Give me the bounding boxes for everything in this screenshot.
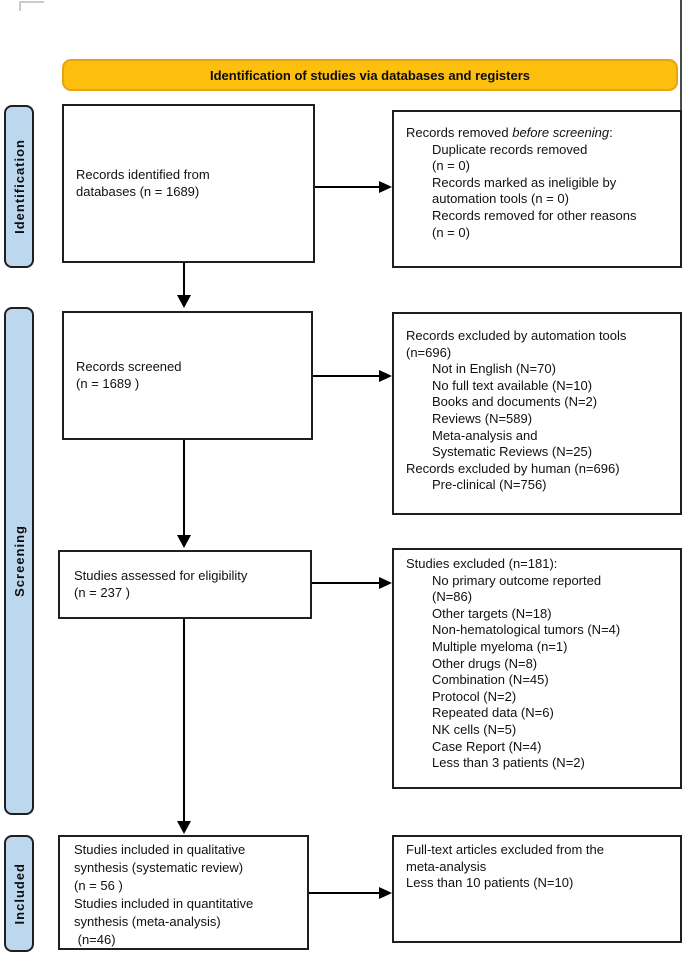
text-line: Pre-clinical (N=756) [432,477,547,493]
text-line: Not in English (N=70) [432,361,556,377]
text-line: Studies included in quantitative [74,896,254,911]
text-line: Records excluded by human (n=696) [406,460,620,476]
text-line: Protocol (N=2) [432,688,517,704]
arrow-screened-to-excluded-line [313,375,379,377]
box-records-removed-before-screening [392,110,682,268]
stage-label-included-text: Included [11,862,27,925]
text-line: Multiple myeloma (n=1) [432,638,568,654]
arrow-identified-to-removed-head [379,181,392,193]
text-line: Records removed for other reasons [432,207,637,223]
banner-identification-via-databases: Identification of studies via databases and registers [62,59,678,91]
text-line: Case Report (N=4) [432,738,542,754]
stage-label-identification-text: Identification [11,139,27,234]
text-line: (N=86) [432,589,473,605]
arrow-identified-to-screened-line [183,263,185,296]
box-records-excluded-automation [392,312,682,515]
text-line: Combination (N=45) [432,672,549,688]
arrow-identified-to-screened-head [177,295,191,308]
arrow-screened-to-excluded-head [379,370,392,382]
text-line: synthesis (meta-analysis) [74,914,221,929]
text-line: Records screened [76,358,182,374]
arrow-eligibility-to-included-line [183,619,185,822]
text-line: (n=696) [406,344,452,360]
text-line: Studies assessed for eligibility [74,567,248,583]
arrow-included-to-fulltext-excluded-line [309,892,379,894]
text-line: synthesis (systematic review) [74,860,244,875]
arrow-included-to-fulltext-excluded-head [379,887,392,899]
text-line: databases (n = 1689) [76,183,200,199]
text-line: Non-hematological tumors (N=4) [432,622,621,638]
text-line: meta-analysis [406,858,487,874]
text-line: Records identified from [76,166,210,182]
arrow-eligibility-to-included-head [177,821,191,834]
arrow-screened-to-eligibility-head [177,535,191,548]
arrow-screened-to-eligibility-line [183,440,185,536]
figure-corner-mark [19,1,44,11]
stage-label-screening-text: Screening [11,525,27,597]
text-line: Duplicate records removed [432,141,588,157]
text-line: (n = 237 ) [74,584,131,600]
text-line: Other drugs (N=8) [432,655,538,671]
text-line: NK cells (N=5) [432,721,517,737]
text-line: Less than 10 patients (N=10) [406,875,574,891]
text-line: Systematic Reviews (N=25) [432,444,593,460]
text-line: (n = 1689 ) [76,375,140,391]
text-line: Less than 3 patients (N=2) [432,755,585,771]
box-studies-included-synthesis [58,835,309,950]
text-line: (n=46) [74,932,116,947]
text-line: Records removed before screening: [406,125,613,140]
text-line: Records excluded by automation tools [406,328,627,343]
text-line: Meta-analysis and [432,427,538,443]
box-records-identified [62,104,315,263]
stage-label-screening [4,307,34,815]
text-line: No primary outcome reported [432,572,602,588]
stage-label-identification [4,105,34,268]
text-line: (n = 0) [432,158,470,174]
text-line: Studies excluded (n=181): [406,556,558,571]
text-line: Reviews (N=589) [432,410,533,426]
stage-label-included [4,835,34,952]
arrow-eligibility-to-excluded-head [379,577,392,589]
figure-edge-line [680,0,682,112]
text-line: Other targets (N=18) [432,605,552,621]
text-line: Repeated data (N=6) [432,705,554,721]
text-line: No full text available (N=10) [432,377,593,393]
text-line: Full-text articles excluded from the [406,842,604,857]
text-line: automation tools (n = 0) [432,191,569,207]
text-line: Books and documents (N=2) [432,394,598,410]
text-line: (n = 56 ) [74,878,123,893]
text-line: Records marked as ineligible by [432,174,617,190]
box-records-screened [62,311,313,440]
box-fulltext-articles-excluded [392,835,682,943]
arrow-identified-to-removed-line [315,186,379,188]
text-line: (n = 0) [432,224,470,240]
box-studies-assessed-eligibility [58,550,312,619]
box-studies-excluded [392,548,682,789]
text-line: Studies included in qualitative [74,842,246,857]
arrow-eligibility-to-excluded-line [312,582,379,584]
